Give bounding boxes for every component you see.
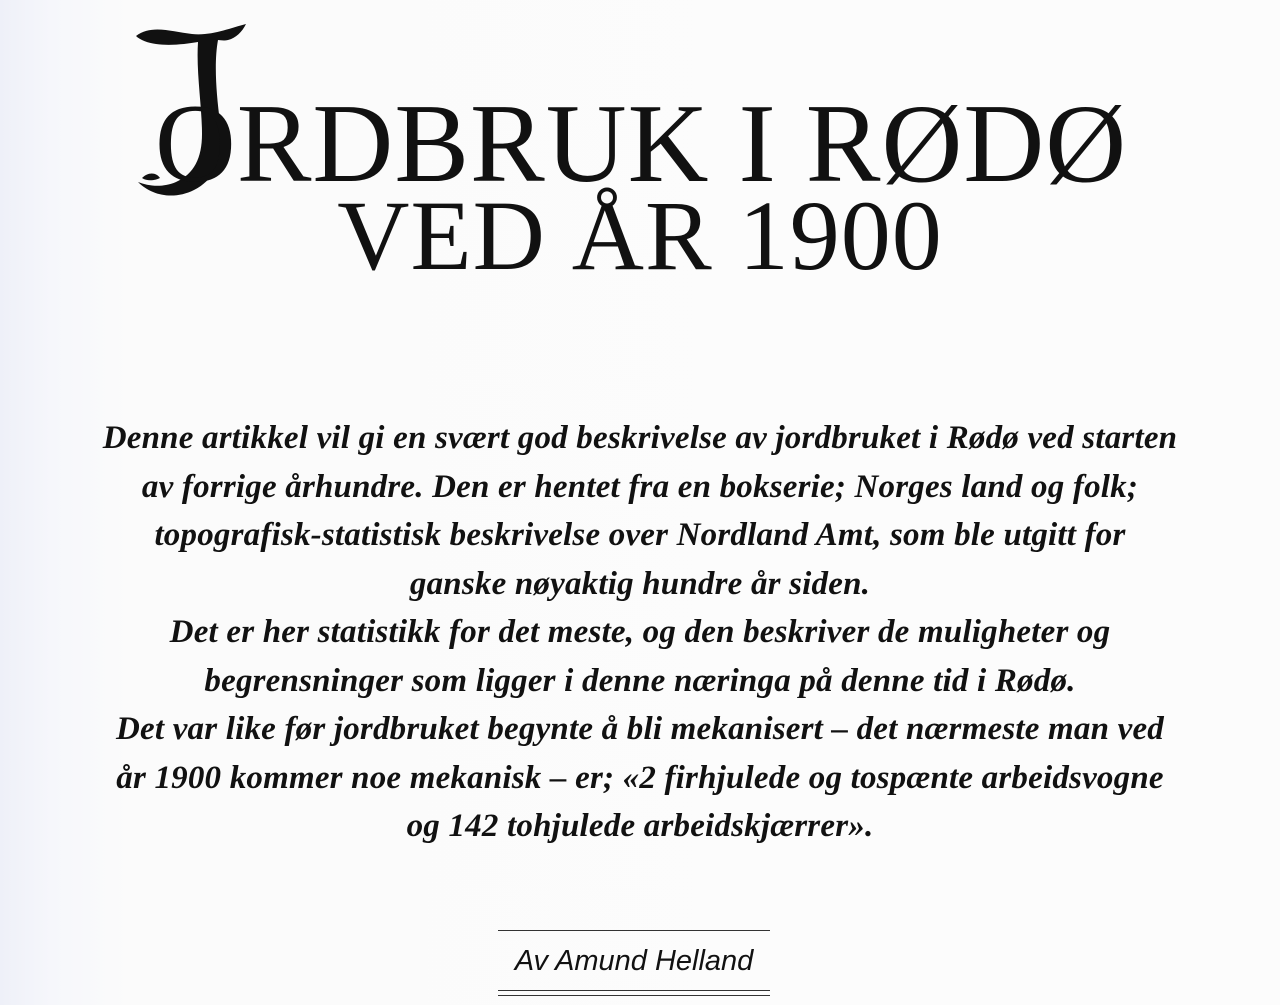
byline-rule-bottom	[498, 990, 770, 996]
article-title-line-1-text: ORDBRUK I RØDØ	[154, 82, 1128, 206]
article-title-line-2: VED ÅR 1900	[337, 180, 943, 291]
intro-line: år 1900 kommer noe mekanisk – er; «2 firhjulede og tospænte arbeidsvogne	[116, 759, 1164, 796]
intro-line: Det er her statistikk for det meste, og den beskriver de muligheter og	[169, 614, 1111, 650]
intro-line: begrensninger som ligger i denne næringa på denne tid i Rødø.	[204, 662, 1076, 699]
intro-line: topografisk-statistisk beskrivelse over Nordland Amt, som ble utgitt for	[154, 517, 1126, 553]
intro-line: og 142 tohjulede arbeidskjærrer».	[406, 808, 874, 844]
byline-rule-top	[498, 930, 770, 931]
author-byline: Av Amund Helland	[514, 945, 754, 977]
intro-line: Denne artikkel vil gi en svært god beskrivelse av jordbruket i Rødø ved starten	[102, 420, 1178, 456]
intro-line: av forrige århundre. Den er hentet fra en bokserie; Norges land og folk;	[141, 468, 1139, 505]
intro-line: Det var like før jordbruket begynte å bli mekanisert – det nærmeste man ved	[116, 711, 1164, 747]
article-intro	[0, 414, 1280, 851]
intro-line: ganske nøyaktig hundre år siden.	[409, 565, 871, 602]
